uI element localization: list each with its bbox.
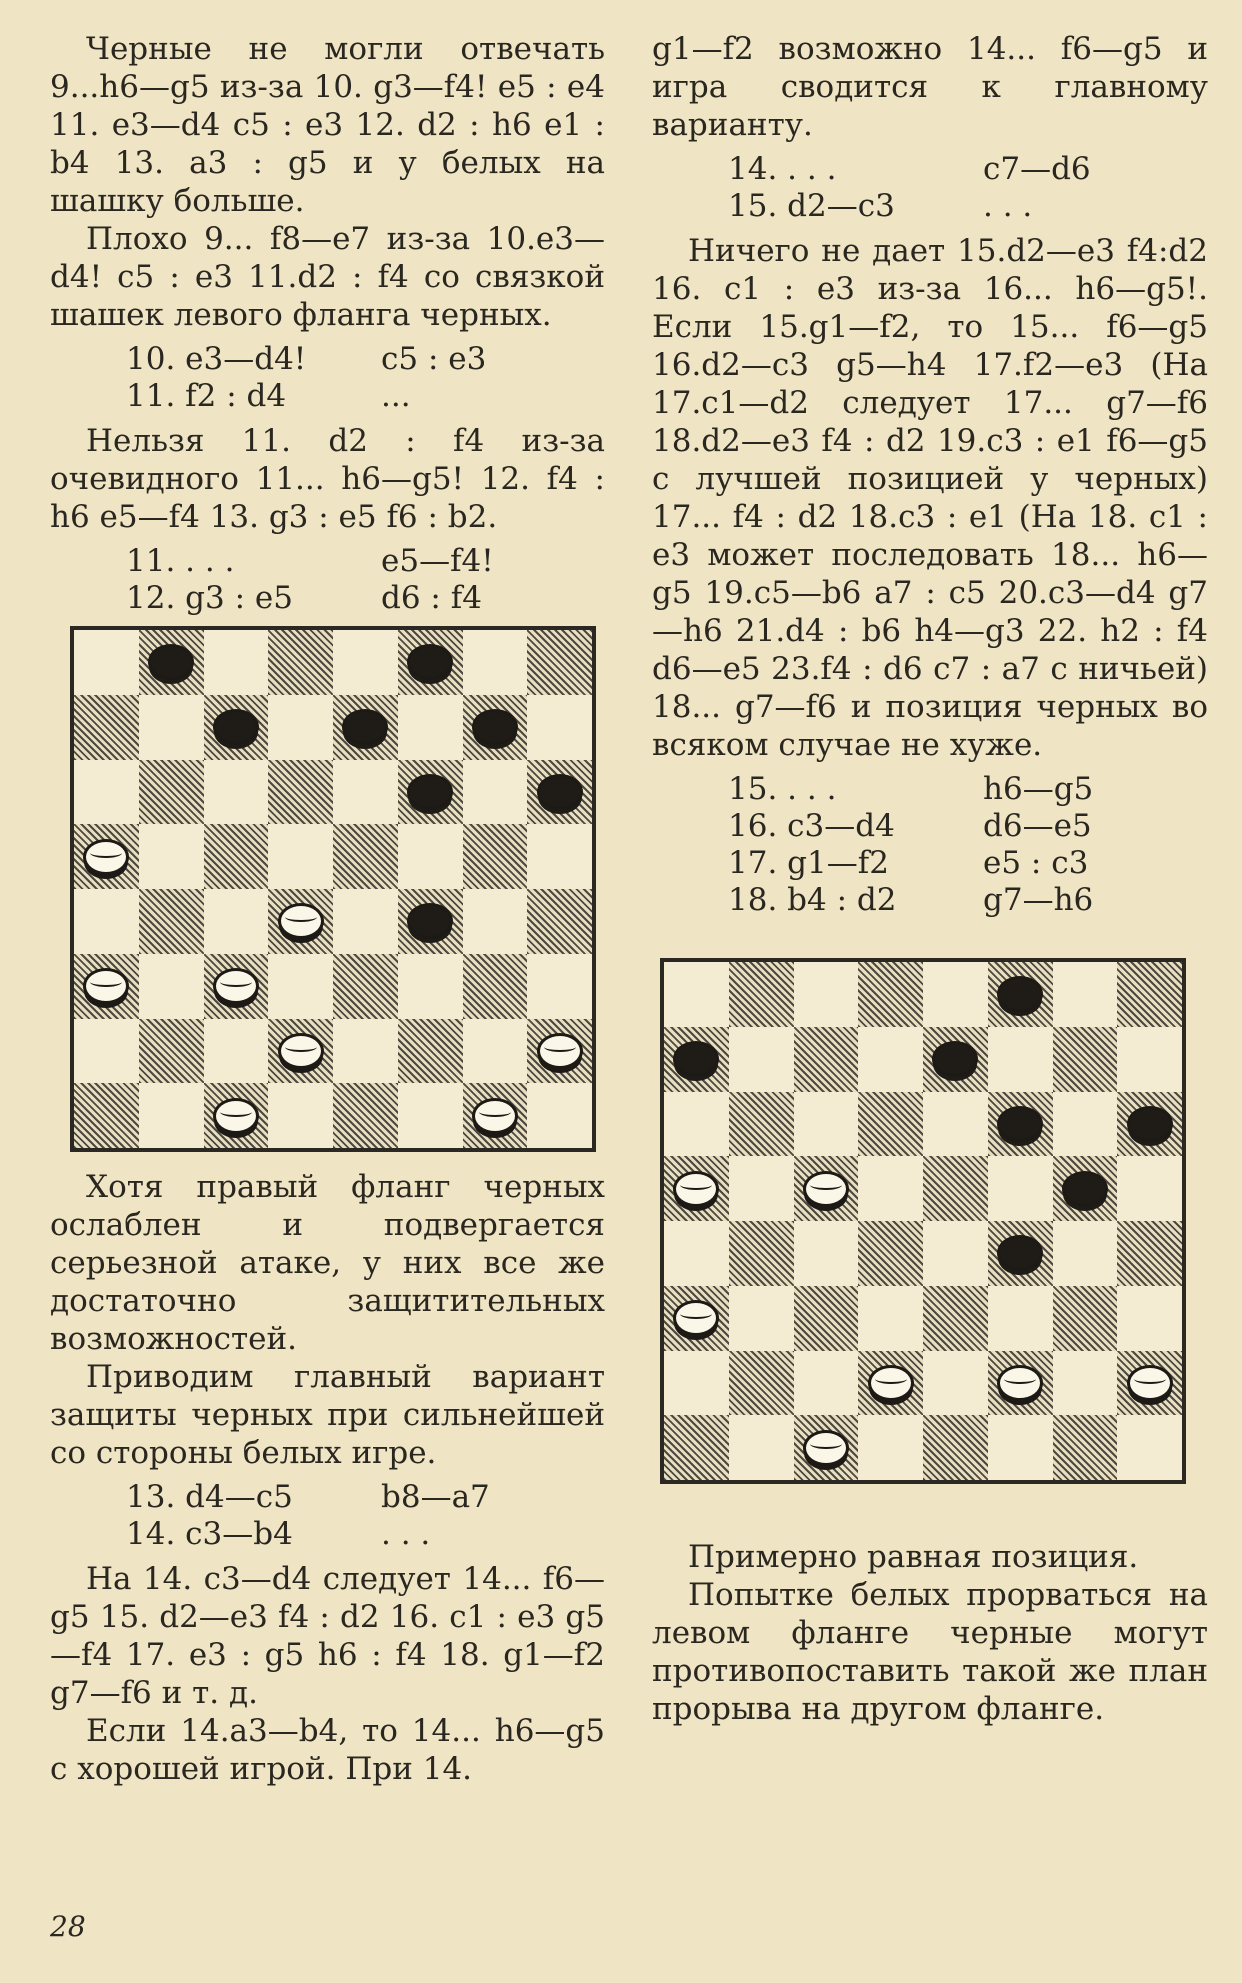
board-square [923,962,988,1027]
board-square [1117,1351,1182,1416]
white-checker-piece [803,1430,849,1466]
paragraph: Ничего не дает 15.d2—e3 f4:d2 16. c1 : e3 из-за 16... h6—g5!. Если 15.g1—f2, то 15... f6—g5 16.d2—c3 g5—h4 17.f2—e3 (На 17.c1—d2 следует 17... g7—f6 18.d2—e3 f4 : d2 19.c3 : e1 f6—g5 с лучшей позицией у черных) 17... f4 : d2 18.c3 : e1 (На 18. c1 : e3 может последовать 18... h6—g5 19.c5—b6 a7 : c5 20.c3—d4 g7—h6 21.d4 : b6 h4—g3 22. h2 : f4 d6—e5 23.f4 : d6 c7 : a7 с ничьей) 18... g7—f6 и позиция черных во всяком случае не хуже. [652,233,1208,763]
white-checker-piece [1127,1365,1173,1401]
black-checker-piece [472,709,518,745]
board-square [664,1351,729,1416]
black-checker-piece [213,709,259,745]
board-square [74,1083,139,1148]
board-square [988,962,1053,1027]
white-move: 14. . . . [728,151,837,187]
black-checker-piece [1127,1106,1173,1142]
board-square [139,760,204,825]
black-checker-piece [407,774,453,810]
board-square [74,824,139,889]
board-square [1053,1156,1118,1221]
white-move: 12. g3 : e5 [126,580,293,616]
move-list [50,340,605,414]
move-row [50,579,605,616]
paragraph: Приводим главный вариант защиты черных при сильнейшей со стороны белых игре. [50,1359,605,1471]
move-row [50,340,605,377]
board-square [664,1092,729,1157]
paragraph: На 14. c3—d4 следует 14... f6—g5 15. d2—e3 f4 : d2 16. c1 : e3 g5—f4 17. e3 : g5 h6 : f4 18. g1—f2 g7—f6 и т. д. [50,1561,605,1711]
black-checker-piece [148,644,194,680]
board-square [1053,1415,1118,1480]
white-checker-piece [278,1033,324,1069]
black-checker-piece [932,1041,978,1077]
white-move: 15. . . . [728,771,837,807]
board-square [858,1221,923,1286]
board-square [268,889,333,954]
board-square [1053,962,1118,1027]
board-square [858,1286,923,1351]
white-move: 16. c3—d4 [728,808,895,844]
white-move: 14. c3—b4 [126,1516,293,1552]
board-square [1117,1156,1182,1221]
board-square [398,760,463,825]
board-square [664,1027,729,1092]
board-square [333,889,398,954]
board-square [923,1092,988,1157]
board-square [923,1221,988,1286]
board-square [74,1019,139,1084]
white-checker-piece [803,1171,849,1207]
white-move: 18. b4 : d2 [728,882,897,918]
board-square [664,1221,729,1286]
board-square [204,824,269,889]
board-square [463,1019,528,1084]
board-square [333,954,398,1019]
board-square [923,1027,988,1092]
board-square [729,1415,794,1480]
board-square [268,630,333,695]
board-square [74,630,139,695]
board-square [1053,1286,1118,1351]
board-square [398,954,463,1019]
board-square [729,1286,794,1351]
board-square [858,962,923,1027]
board-square [139,1083,204,1148]
board-square [1053,1221,1118,1286]
black-checker-piece [673,1041,719,1077]
board-square [527,889,592,954]
move-list [50,542,605,616]
white-move: 11. f2 : d4 [126,378,287,414]
checkers-diagram-1 [70,626,596,1152]
board-square [268,1083,333,1148]
paragraph: g1—f2 возможно 14... f6—g5 и игра сводится к главному варианту. [652,31,1208,143]
black-move: c5 : e3 [381,341,487,377]
board-square [527,695,592,760]
board-square [794,962,859,1027]
black-move: . . . [381,1516,431,1552]
white-move: 11. . . . [126,543,235,579]
board-square [139,695,204,760]
board-square [398,889,463,954]
black-move: g7—h6 [983,882,1094,918]
board-square [794,1092,859,1157]
board-square [923,1415,988,1480]
checkers-diagram-2 [660,958,1186,1484]
paragraph: Примерно равная позиция. [688,1539,1139,1575]
board-square [1117,1286,1182,1351]
white-checker-piece [213,968,259,1004]
right-column [652,30,1208,1728]
board-square [204,760,269,825]
board-square [139,1019,204,1084]
black-checker-piece [537,774,583,810]
board-square [664,1415,729,1480]
board-square [463,889,528,954]
board-square [268,954,333,1019]
black-checker-piece [997,1235,1043,1271]
board-square [204,1019,269,1084]
move-row [652,150,1208,187]
board-square [858,1092,923,1157]
board-square [923,1156,988,1221]
board-square [1117,1027,1182,1092]
white-checker-piece [673,1300,719,1336]
white-checker-piece [213,1098,259,1134]
board-square [729,962,794,1027]
board-square [74,760,139,825]
board-square [333,695,398,760]
board-square [858,1156,923,1221]
board-square [398,824,463,889]
board-square [333,630,398,695]
black-checker-piece [1062,1171,1108,1207]
move-list [50,1478,605,1552]
move-row [652,807,1208,844]
board-square [1053,1351,1118,1416]
board-square [1117,1221,1182,1286]
board-square [398,630,463,695]
board-square [988,1221,1053,1286]
board-square [139,954,204,1019]
board-square [988,1415,1053,1480]
board-square [858,1027,923,1092]
board-square [463,695,528,760]
board-square [333,824,398,889]
board-square [139,889,204,954]
board-square [268,824,333,889]
white-checker-piece [997,1365,1043,1401]
board-square [204,1083,269,1148]
move-row [652,187,1208,224]
board-square [527,954,592,1019]
board-square [794,1415,859,1480]
black-move: c7—d6 [983,151,1091,187]
board-square [463,1083,528,1148]
board-square [794,1286,859,1351]
white-checker-piece [83,839,129,875]
board-square [1053,1027,1118,1092]
board-square [988,1156,1053,1221]
move-row [652,881,1208,918]
board-square [794,1221,859,1286]
board-square [463,630,528,695]
board-square [527,630,592,695]
board-square [463,954,528,1019]
board-square [988,1092,1053,1157]
board-square [988,1351,1053,1416]
board-square [268,695,333,760]
board-square [664,1286,729,1351]
board-square [204,695,269,760]
black-checker-piece [342,709,388,745]
board-square [463,824,528,889]
board-square [527,824,592,889]
move-row [50,1478,605,1515]
board-square [1117,1415,1182,1480]
board-square [729,1027,794,1092]
white-move: 13. d4—c5 [126,1479,293,1515]
move-list [652,150,1208,224]
page-number: 28 [50,1910,86,1943]
white-move: 15. d2—c3 [728,188,895,224]
board-square [398,695,463,760]
paragraph: Хотя правый фланг черных ослаблен и подвергается серьезной атаке, у них все же достаточно защитительных возможностей. [50,1169,605,1357]
black-move: ... [381,378,411,414]
board-square [268,760,333,825]
board-square [463,760,528,825]
black-move: b8—a7 [381,1479,490,1515]
move-row [50,542,605,579]
board-square [527,1083,592,1148]
board-square [923,1351,988,1416]
board-square [729,1092,794,1157]
white-move: 10. e3—d4! [126,341,307,377]
board-square [139,630,204,695]
board-square [333,760,398,825]
move-row [50,377,605,414]
board-square [398,1083,463,1148]
paragraph: Попытке белых прорваться на левом фланге черные могут противопоставить такой же план прорыва на другом фланге. [652,1577,1208,1727]
white-checker-piece [537,1033,583,1069]
left-column [50,30,605,1788]
board-square [1053,1092,1118,1157]
paragraph: Черные не могли отвечать 9...h6—g5 из-за 10. g3—f4! e5 : e4 11. e3—d4 c5 : e3 12. d2 : h6 e1 : b4 13. a3 : g5 и у белых на шашку больше. [50,31,605,219]
move-list [652,770,1208,918]
board-square [794,1351,859,1416]
black-move: e5 : c3 [983,845,1089,881]
white-checker-piece [868,1365,914,1401]
board-square [527,1019,592,1084]
paragraph: Плохо 9... f8—e7 из-за 10.e3—d4! c5 : e3 11.d2 : f4 со связкой шашек левого фланга черных. [50,221,605,333]
board-square [74,889,139,954]
board-square [794,1156,859,1221]
board-square [729,1221,794,1286]
black-checker-piece [997,1106,1043,1142]
move-row [50,1515,605,1552]
black-move: d6 : f4 [381,580,482,616]
black-checker-piece [407,644,453,680]
white-checker-piece [83,968,129,1004]
board-square [268,1019,333,1084]
board-square [204,889,269,954]
white-checker-piece [673,1171,719,1207]
board-square [333,1019,398,1084]
move-row [652,770,1208,807]
board-square [923,1286,988,1351]
board-square [527,760,592,825]
board-square [1117,1092,1182,1157]
board-square [204,954,269,1019]
board-square [204,630,269,695]
board-square [74,954,139,1019]
black-checker-piece [407,903,453,939]
board-square [398,1019,463,1084]
black-move: h6—g5 [983,771,1094,807]
paragraph: Если 14.a3—b4, то 14... h6—g5 с хорошей игрой. При 14. [50,1713,605,1787]
paragraph: Нельзя 11. d2 : f4 из-за очевидного 11... h6—g5! 12. f4 : h6 e5—f4 13. g3 : e5 f6 : b2. [50,423,605,535]
board-square [858,1351,923,1416]
board-square [333,1083,398,1148]
board-square [139,824,204,889]
board-square [1117,962,1182,1027]
board-square [729,1351,794,1416]
black-move: d6—e5 [983,808,1092,844]
board-square [858,1415,923,1480]
board-square [988,1027,1053,1092]
board-square [664,962,729,1027]
board-square [794,1027,859,1092]
board-square [729,1156,794,1221]
board-square [988,1286,1053,1351]
black-move: . . . [983,188,1033,224]
white-move: 17. g1—f2 [728,845,889,881]
board-square [664,1156,729,1221]
move-row [652,844,1208,881]
black-checker-piece [997,976,1043,1012]
board-square [74,695,139,760]
white-checker-piece [472,1098,518,1134]
white-checker-piece [278,903,324,939]
black-move: e5—f4! [381,543,494,579]
